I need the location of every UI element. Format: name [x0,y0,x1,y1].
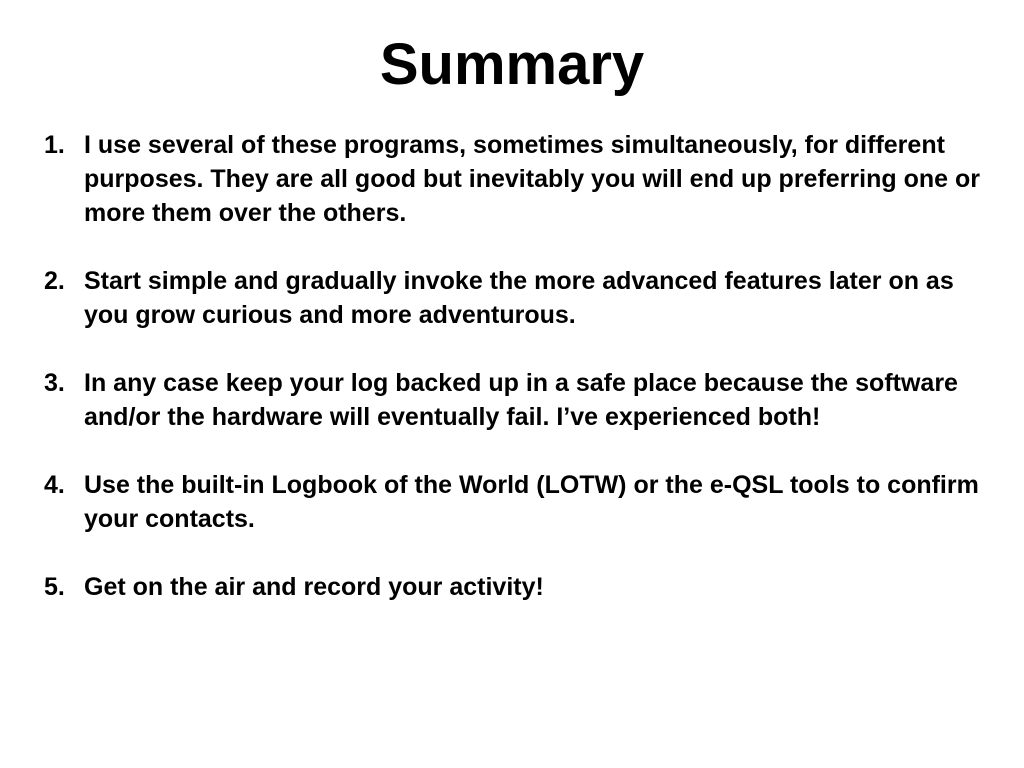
summary-item [44,128,994,230]
summary-list [44,128,994,638]
summary-item [44,570,994,604]
item-number: 2. [44,267,65,295]
item-text: I use several of these programs, sometimes simultaneously, for different purposes. They are all good but inevitably you will end up preferring one or more them over the others. [84,131,980,227]
item-text: Use the built-in Logbook of the World (LOTW) or the e-QSL tools to confirm your contacts. [84,471,979,533]
summary-item [44,366,994,434]
item-text: Start simple and gradually invoke the more advanced features later on as you grow curious and more adventurous. [84,267,954,329]
item-number: 5. [44,573,65,601]
item-number: 3. [44,369,65,397]
item-text: Get on the air and record your activity! [84,573,544,601]
item-number: 4. [44,471,65,499]
summary-item [44,468,994,536]
item-text: In any case keep your log backed up in a safe place because the software and/or the hardware will eventually fail. I’ve experienced both! [84,369,958,431]
item-number: 1. [44,131,65,159]
summary-item [44,264,994,332]
slide-title: Summary [379,32,645,97]
